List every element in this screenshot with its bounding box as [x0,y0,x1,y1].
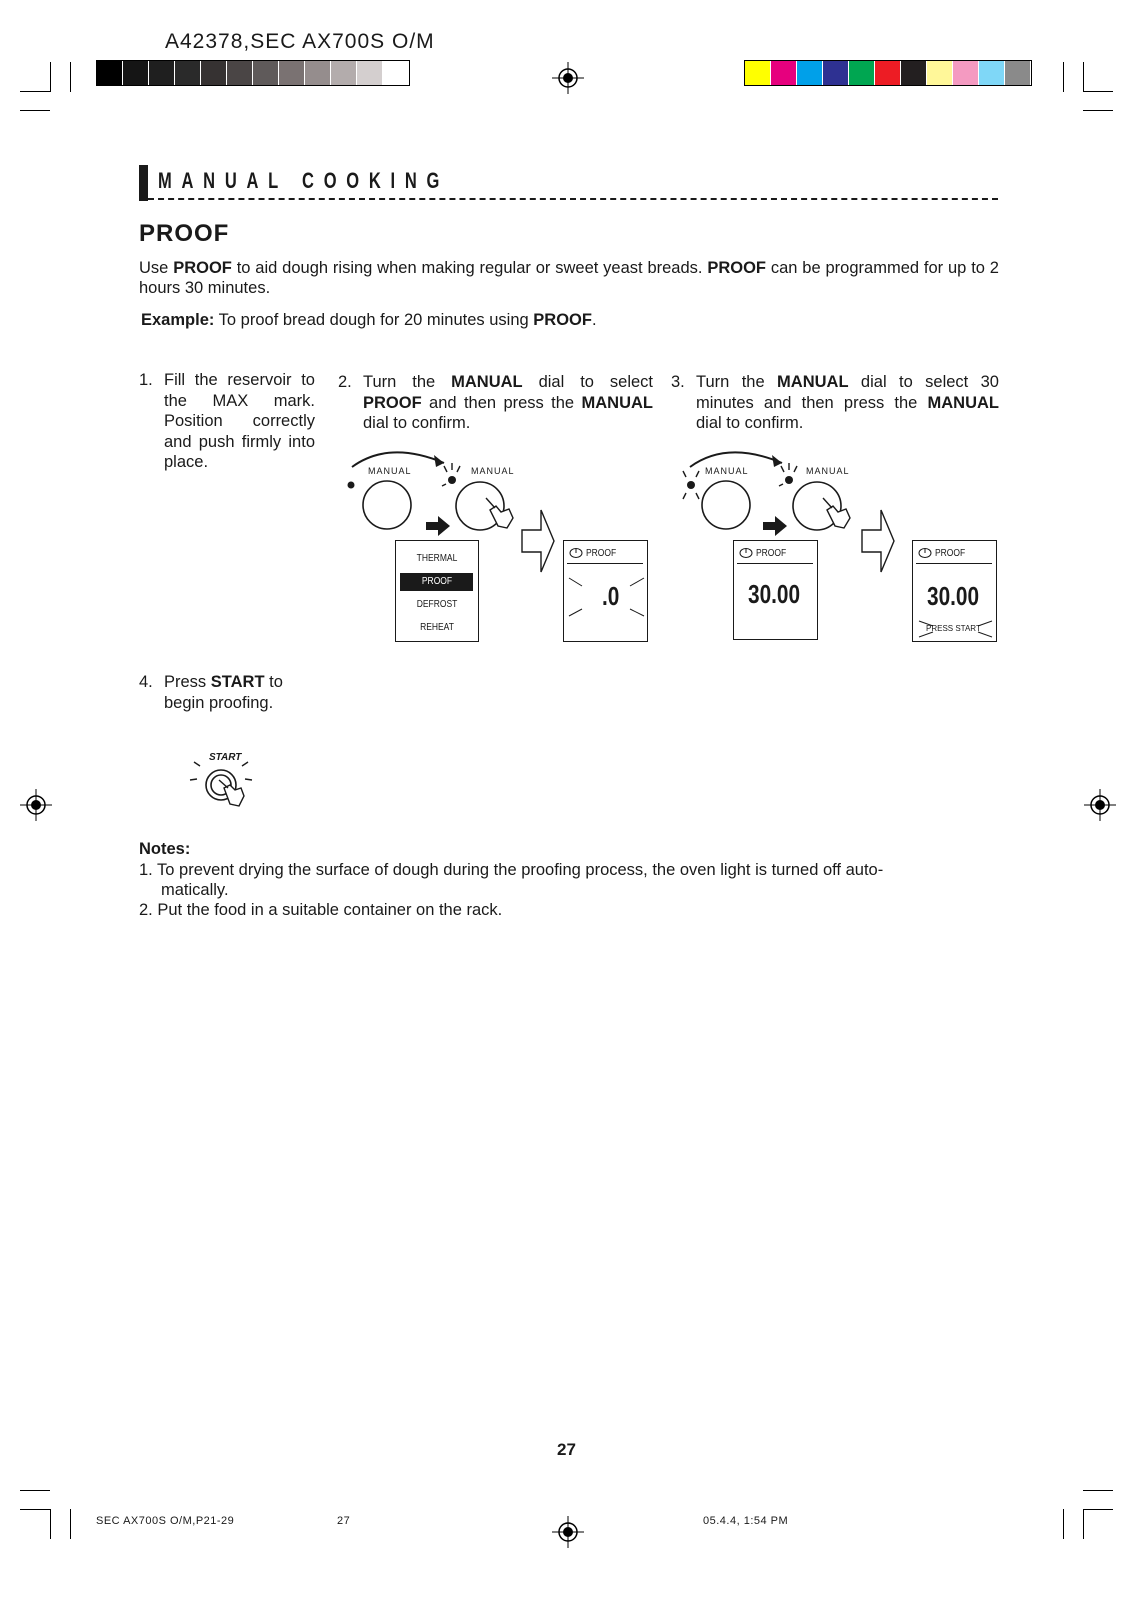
color-swatch [797,61,823,85]
color-swatch [849,61,875,85]
big-arrow-icon [521,508,555,574]
page-title: PROOF [139,220,230,247]
gray-swatch [227,61,253,85]
display-underline [916,563,992,564]
document-id: A42378,SEC AX700S O/M [165,30,435,53]
gray-swatch [175,61,201,85]
crop-mark [20,91,50,92]
registration-mark-icon [1084,789,1116,821]
color-swatch [927,61,953,85]
big-arrow-icon [861,508,895,574]
footer-timestamp: 05.4.4, 1:54 PM [703,1515,789,1527]
gray-swatch [201,61,227,85]
color-swatch [953,61,979,85]
dial-label: MANUAL [471,466,515,476]
color-swatch [745,61,771,85]
footer-page: 27 [337,1515,351,1527]
notes-title: Notes: [139,840,191,858]
crop-mark [1063,62,1064,92]
dial-label: MANUAL [806,466,850,476]
color-bar [744,60,1032,86]
intro-paragraph: Use PROOF to aid dough rising when making regular or sweet yeast breads. PROOF can be programmed for up to 2 hours 30 minutes. [139,259,999,297]
menu-item-defrost: DEFROST [416,599,458,610]
example-text: Example: To proof bread dough for 20 minutes using PROOF. [141,311,597,329]
arrow-right-icon [763,516,787,536]
timer-icon [918,547,932,559]
crop-mark [1083,1509,1113,1510]
step-1: 1. Fill the reservoir to the MAX mark. Position correctly and push firmly into place. [139,371,315,471]
gray-swatch [305,61,331,85]
timer-icon [569,547,583,559]
color-swatch [1005,61,1031,85]
mode-menu-display [395,540,479,642]
gray-swatch [357,61,383,85]
start-label: START [209,752,242,763]
crop-mark [1083,62,1084,92]
display-underline [567,563,643,564]
display-value: .0 [602,581,620,611]
dial-label: MANUAL [368,466,412,476]
step-2: 2. Turn the MANUAL dial to select PROOF and then press the MANUAL dial to confirm. [338,373,654,432]
crop-mark [50,62,51,92]
proof-display-flashing [563,540,648,642]
start-button-press-icon [188,760,260,816]
note-2: 2. Put the food in a suitable container on the rack. [139,901,503,919]
display-mode-label: PROOF [586,548,617,559]
crop-mark [1063,1509,1064,1539]
color-swatch [771,61,797,85]
registration-mark-icon [552,1516,584,1548]
proof-display-time [733,540,818,640]
registration-mark-icon [20,789,52,821]
gray-swatch [123,61,149,85]
crop-mark [50,1509,51,1539]
registration-mark-icon [552,62,584,94]
crop-mark [70,1509,71,1539]
arrow-right-icon [426,516,450,536]
gray-swatch [383,61,409,85]
display-mode-label: PROOF [756,548,787,559]
gray-swatch [279,61,305,85]
proof-display-ready [912,540,997,642]
gray-swatch [149,61,175,85]
color-swatch [875,61,901,85]
crop-mark [20,110,50,111]
manual-dial-press-icon [775,460,865,540]
page-number: 27 [557,1440,576,1459]
menu-item-proof: PROOF [421,576,453,587]
crop-mark [1083,110,1113,111]
note-1-continued: matically. [161,881,229,899]
gray-swatch [253,61,279,85]
crop-mark [70,62,71,92]
menu-item-thermal: THERMAL [416,553,458,564]
color-swatch [901,61,927,85]
crop-mark [1083,1490,1113,1491]
display-mode-label: PROOF [935,548,966,559]
manual-dial-press-icon [440,460,530,540]
step-3: 3. Turn the MANUAL dial to select 30 minutes and then press the MANUAL dial to confirm. [671,373,999,432]
section-divider [148,198,998,200]
color-swatch [823,61,849,85]
footer-file-info: SEC AX700S O/M,P21-29 [96,1515,235,1527]
crop-mark [1083,1509,1084,1539]
color-swatch [979,61,1005,85]
section-marker [139,165,148,201]
dial-label: MANUAL [705,466,749,476]
display-value: 30.00 [748,579,801,609]
press-start-label: PRESS START [926,624,981,633]
crop-mark [20,1509,50,1510]
note-1: 1. To prevent drying the surface of dough during the proofing process, the oven light is turned off auto- [139,861,884,879]
gray-swatch [97,61,123,85]
display-value: 30.00 [927,581,980,611]
crop-mark [20,1490,50,1491]
menu-item-reheat: REHEAT [420,622,454,633]
grayscale-bar [96,60,410,86]
section-title: MANUAL COOKING [158,168,450,193]
step-4: 4. Press START to begin proofing. [139,673,283,712]
timer-icon [739,547,753,559]
gray-swatch [331,61,357,85]
crop-mark [1083,91,1113,92]
display-underline [737,563,813,564]
